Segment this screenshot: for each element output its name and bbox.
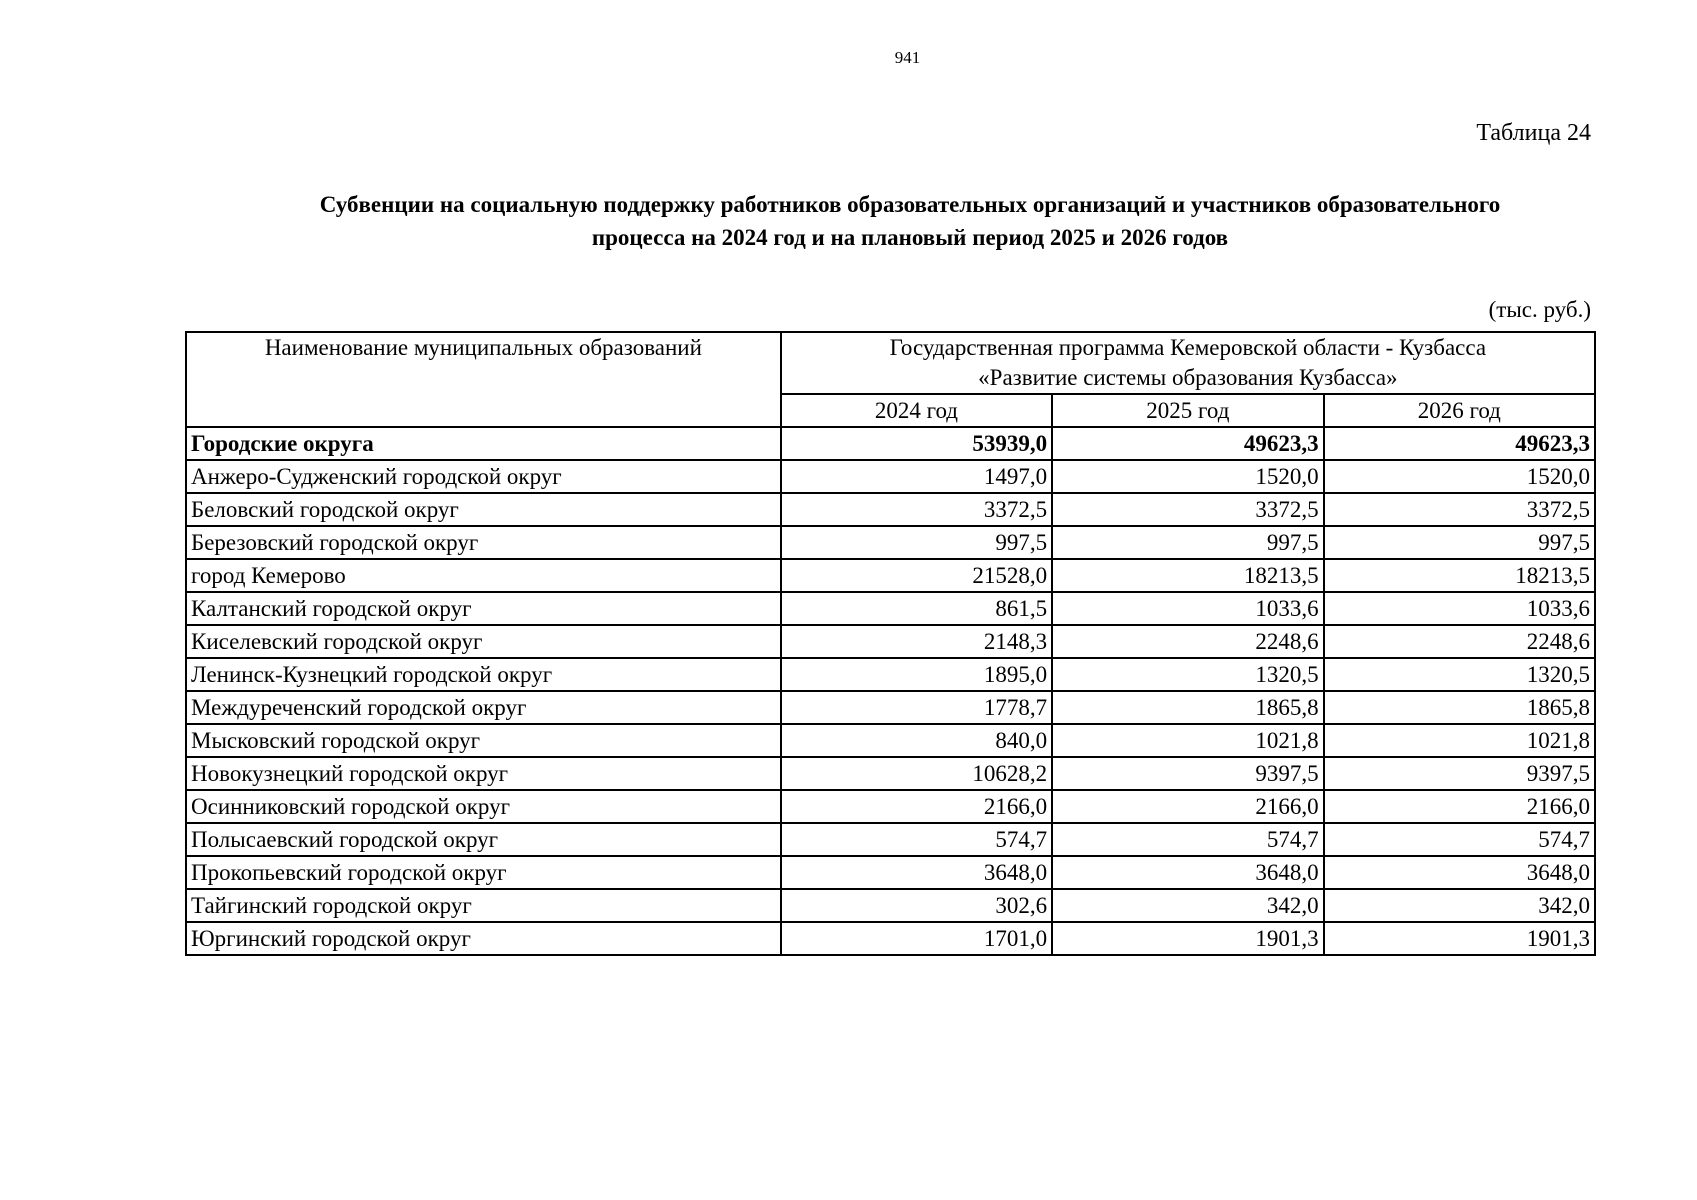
table-row [186,625,1595,658]
municipality-name: Ленинск-Кузнецкий городской округ [186,658,781,691]
value-2024: 1778,7 [781,691,1052,724]
municipality-name: Мысковский городской округ [186,724,781,757]
value-2025: 9397,5 [1052,757,1323,790]
page-number: 941 [894,48,921,67]
subsidies-table [185,331,1596,956]
municipality-name: город Кемерово [186,559,781,592]
value-2024: 3648,0 [781,856,1052,889]
table-row [186,790,1595,823]
table-row [186,757,1595,790]
value-2024: 1497,0 [781,460,1052,493]
value-2026: 1901,3 [1324,922,1595,955]
value-2025: 1901,3 [1052,922,1323,955]
header-row-1 [186,332,1595,394]
value-2024: 302,6 [781,889,1052,922]
value-2026: 3648,0 [1324,856,1595,889]
value-2025: 342,0 [1052,889,1323,922]
group-row [186,427,1595,460]
value-2024: 10628,2 [781,757,1052,790]
value-2024: 861,5 [781,592,1052,625]
municipality-name: Осинниковский городской округ [186,790,781,823]
municipality-name: Беловский городской округ [186,493,781,526]
title-line-1: Субвенции на социальную поддержку работников образовательных организаций и участников образовательного [319,192,1501,217]
value-2024: 1895,0 [781,658,1052,691]
municipality-name: Березовский городской округ [186,526,781,559]
header-municipality: Наименование муниципальных образований [186,332,781,427]
header-year-2026: 2026 год [1324,394,1595,427]
table-row [186,823,1595,856]
value-2024: 1701,0 [781,922,1052,955]
document-title [185,188,1635,254]
municipality-name: Анжеро-Судженский городской округ [186,460,781,493]
municipality-name: Калтанский городской округ [186,592,781,625]
table-header [186,332,1595,427]
value-2024: 997,5 [781,526,1052,559]
table-body [186,427,1595,955]
table-row [186,889,1595,922]
value-2025: 1320,5 [1052,658,1323,691]
municipality-name: Юргинский городской округ [186,922,781,955]
value-2025: 1021,8 [1052,724,1323,757]
value-2024: 21528,0 [781,559,1052,592]
value-2026: 997,5 [1324,526,1595,559]
table-row [186,460,1595,493]
value-2024: 3372,5 [781,493,1052,526]
municipality-name: Полысаевский городской округ [186,823,781,856]
value-2024: 840,0 [781,724,1052,757]
value-2025: 2166,0 [1052,790,1323,823]
value-2026: 1320,5 [1324,658,1595,691]
table-row [186,493,1595,526]
value-2025: 1520,0 [1052,460,1323,493]
units-label: (тыс. руб.) [1488,297,1591,322]
value-2025: 2248,6 [1052,625,1323,658]
value-2025: 1865,8 [1052,691,1323,724]
value-2026: 574,7 [1324,823,1595,856]
group-name: Городские округа [186,427,781,460]
municipality-name: Киселевский городской округ [186,625,781,658]
header-program-line-2: «Развитие системы образования Кузбасса» [978,365,1398,390]
municipality-name: Прокопьевский городской округ [186,856,781,889]
table-row [186,526,1595,559]
value-2026: 3372,5 [1324,493,1595,526]
value-2025: 3372,5 [1052,493,1323,526]
value-2026: 1865,8 [1324,691,1595,724]
value-2025: 1033,6 [1052,592,1323,625]
value-2024: 2166,0 [781,790,1052,823]
group-value-2025: 49623,3 [1052,427,1323,460]
value-2026: 342,0 [1324,889,1595,922]
table-row [186,724,1595,757]
municipality-name: Тайгинский городской округ [186,889,781,922]
table-row [186,922,1595,955]
value-2026: 1021,8 [1324,724,1595,757]
value-2026: 2166,0 [1324,790,1595,823]
value-2024: 574,7 [781,823,1052,856]
value-2026: 18213,5 [1324,559,1595,592]
header-year-2025: 2025 год [1052,394,1323,427]
group-value-2024: 53939,0 [781,427,1052,460]
value-2026: 9397,5 [1324,757,1595,790]
group-value-2026: 49623,3 [1324,427,1595,460]
municipality-name: Новокузнецкий городской округ [186,757,781,790]
title-line-2: процесса на 2024 год и на плановый период 2025 и 2026 годов [591,225,1229,250]
value-2025: 997,5 [1052,526,1323,559]
value-2026: 2248,6 [1324,625,1595,658]
table-row [186,691,1595,724]
value-2025: 18213,5 [1052,559,1323,592]
value-2024: 2148,3 [781,625,1052,658]
table-row [186,592,1595,625]
header-program [781,332,1595,394]
value-2025: 574,7 [1052,823,1323,856]
value-2026: 1520,0 [1324,460,1595,493]
table-row [186,559,1595,592]
table-label: Таблица 24 [1476,120,1591,146]
value-2026: 1033,6 [1324,592,1595,625]
table-row [186,658,1595,691]
table-row [186,856,1595,889]
value-2025: 3648,0 [1052,856,1323,889]
header-year-2024: 2024 год [781,394,1052,427]
header-program-line-1: Государственная программа Кемеровской области - Кузбасса [889,335,1487,360]
municipality-name: Междуреченский городской округ [186,691,781,724]
